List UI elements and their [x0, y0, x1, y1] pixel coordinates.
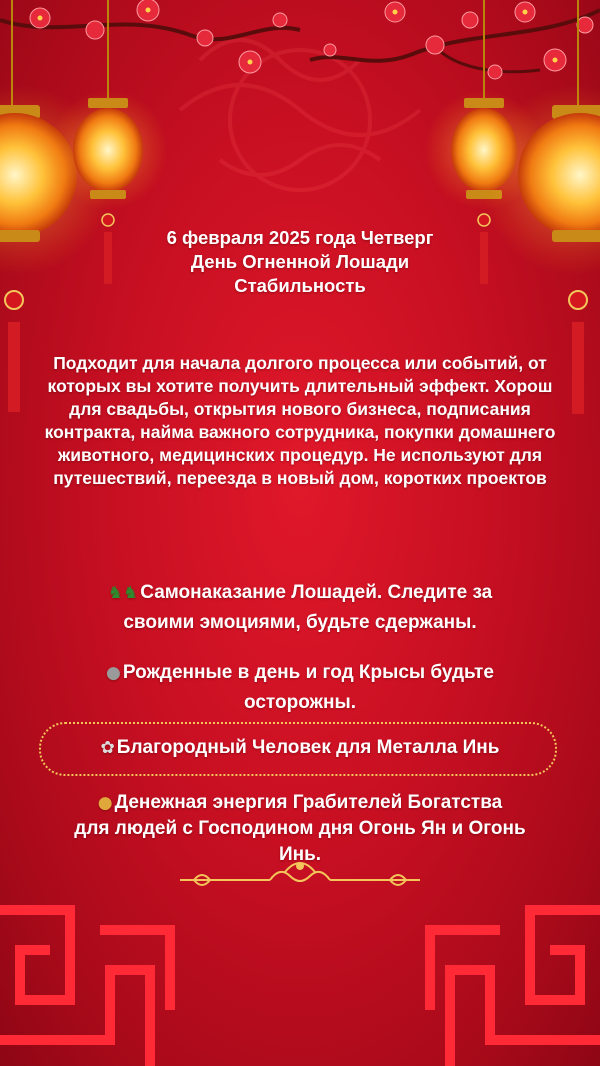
rat-warning-line2: осторожны.	[244, 692, 356, 713]
blossom-branch	[0, 0, 600, 79]
self-punishment-note	[40, 578, 560, 637]
noble-person-note	[0, 736, 600, 760]
butterfly-icon: ✿	[100, 738, 115, 758]
day-description: Подходит для начала долгого процесса или событий, от которых вы хотите получить длительный эффект. Хорош для свадьбы, открытия нового бизнеса, подписания контракта, найма важного сотрудника, покупки домашнего животного, медицинских процедур. Не используют для путешествий, переезда в новый дом, коротких проектов	[44, 353, 556, 488]
day-line: День Огненной Лошади	[190, 251, 410, 272]
rat-warning-line1: Рожденные в день и год Крысы будьте	[122, 662, 494, 683]
fret-pattern	[0, 910, 600, 1066]
money-energy-line3: Инь.	[278, 844, 322, 865]
rat-warning-note	[40, 658, 560, 717]
money-energy-line1: Денежная энергия Грабителей Богатства	[114, 792, 503, 813]
self-punishment-line1: Самонаказание Лошадей. Следите за	[140, 582, 493, 603]
quality-line: Стабильность	[234, 275, 366, 296]
rat-icon: ●	[106, 663, 121, 683]
noble-person-text: Благородный Человек для Металла Инь	[116, 737, 500, 758]
money-energy-note	[20, 790, 580, 868]
horse-icon: ♞♞	[107, 583, 139, 603]
date-line: 6 февраля 2025 года Четверг	[166, 227, 434, 248]
self-punishment-line2: своими эмоциями, будьте сдержаны.	[123, 612, 477, 633]
money-energy-line2: для людей с Господином дня Огонь Ян и Огонь	[74, 818, 526, 839]
money-bag-icon: ●	[97, 793, 113, 813]
date-header	[0, 226, 600, 298]
